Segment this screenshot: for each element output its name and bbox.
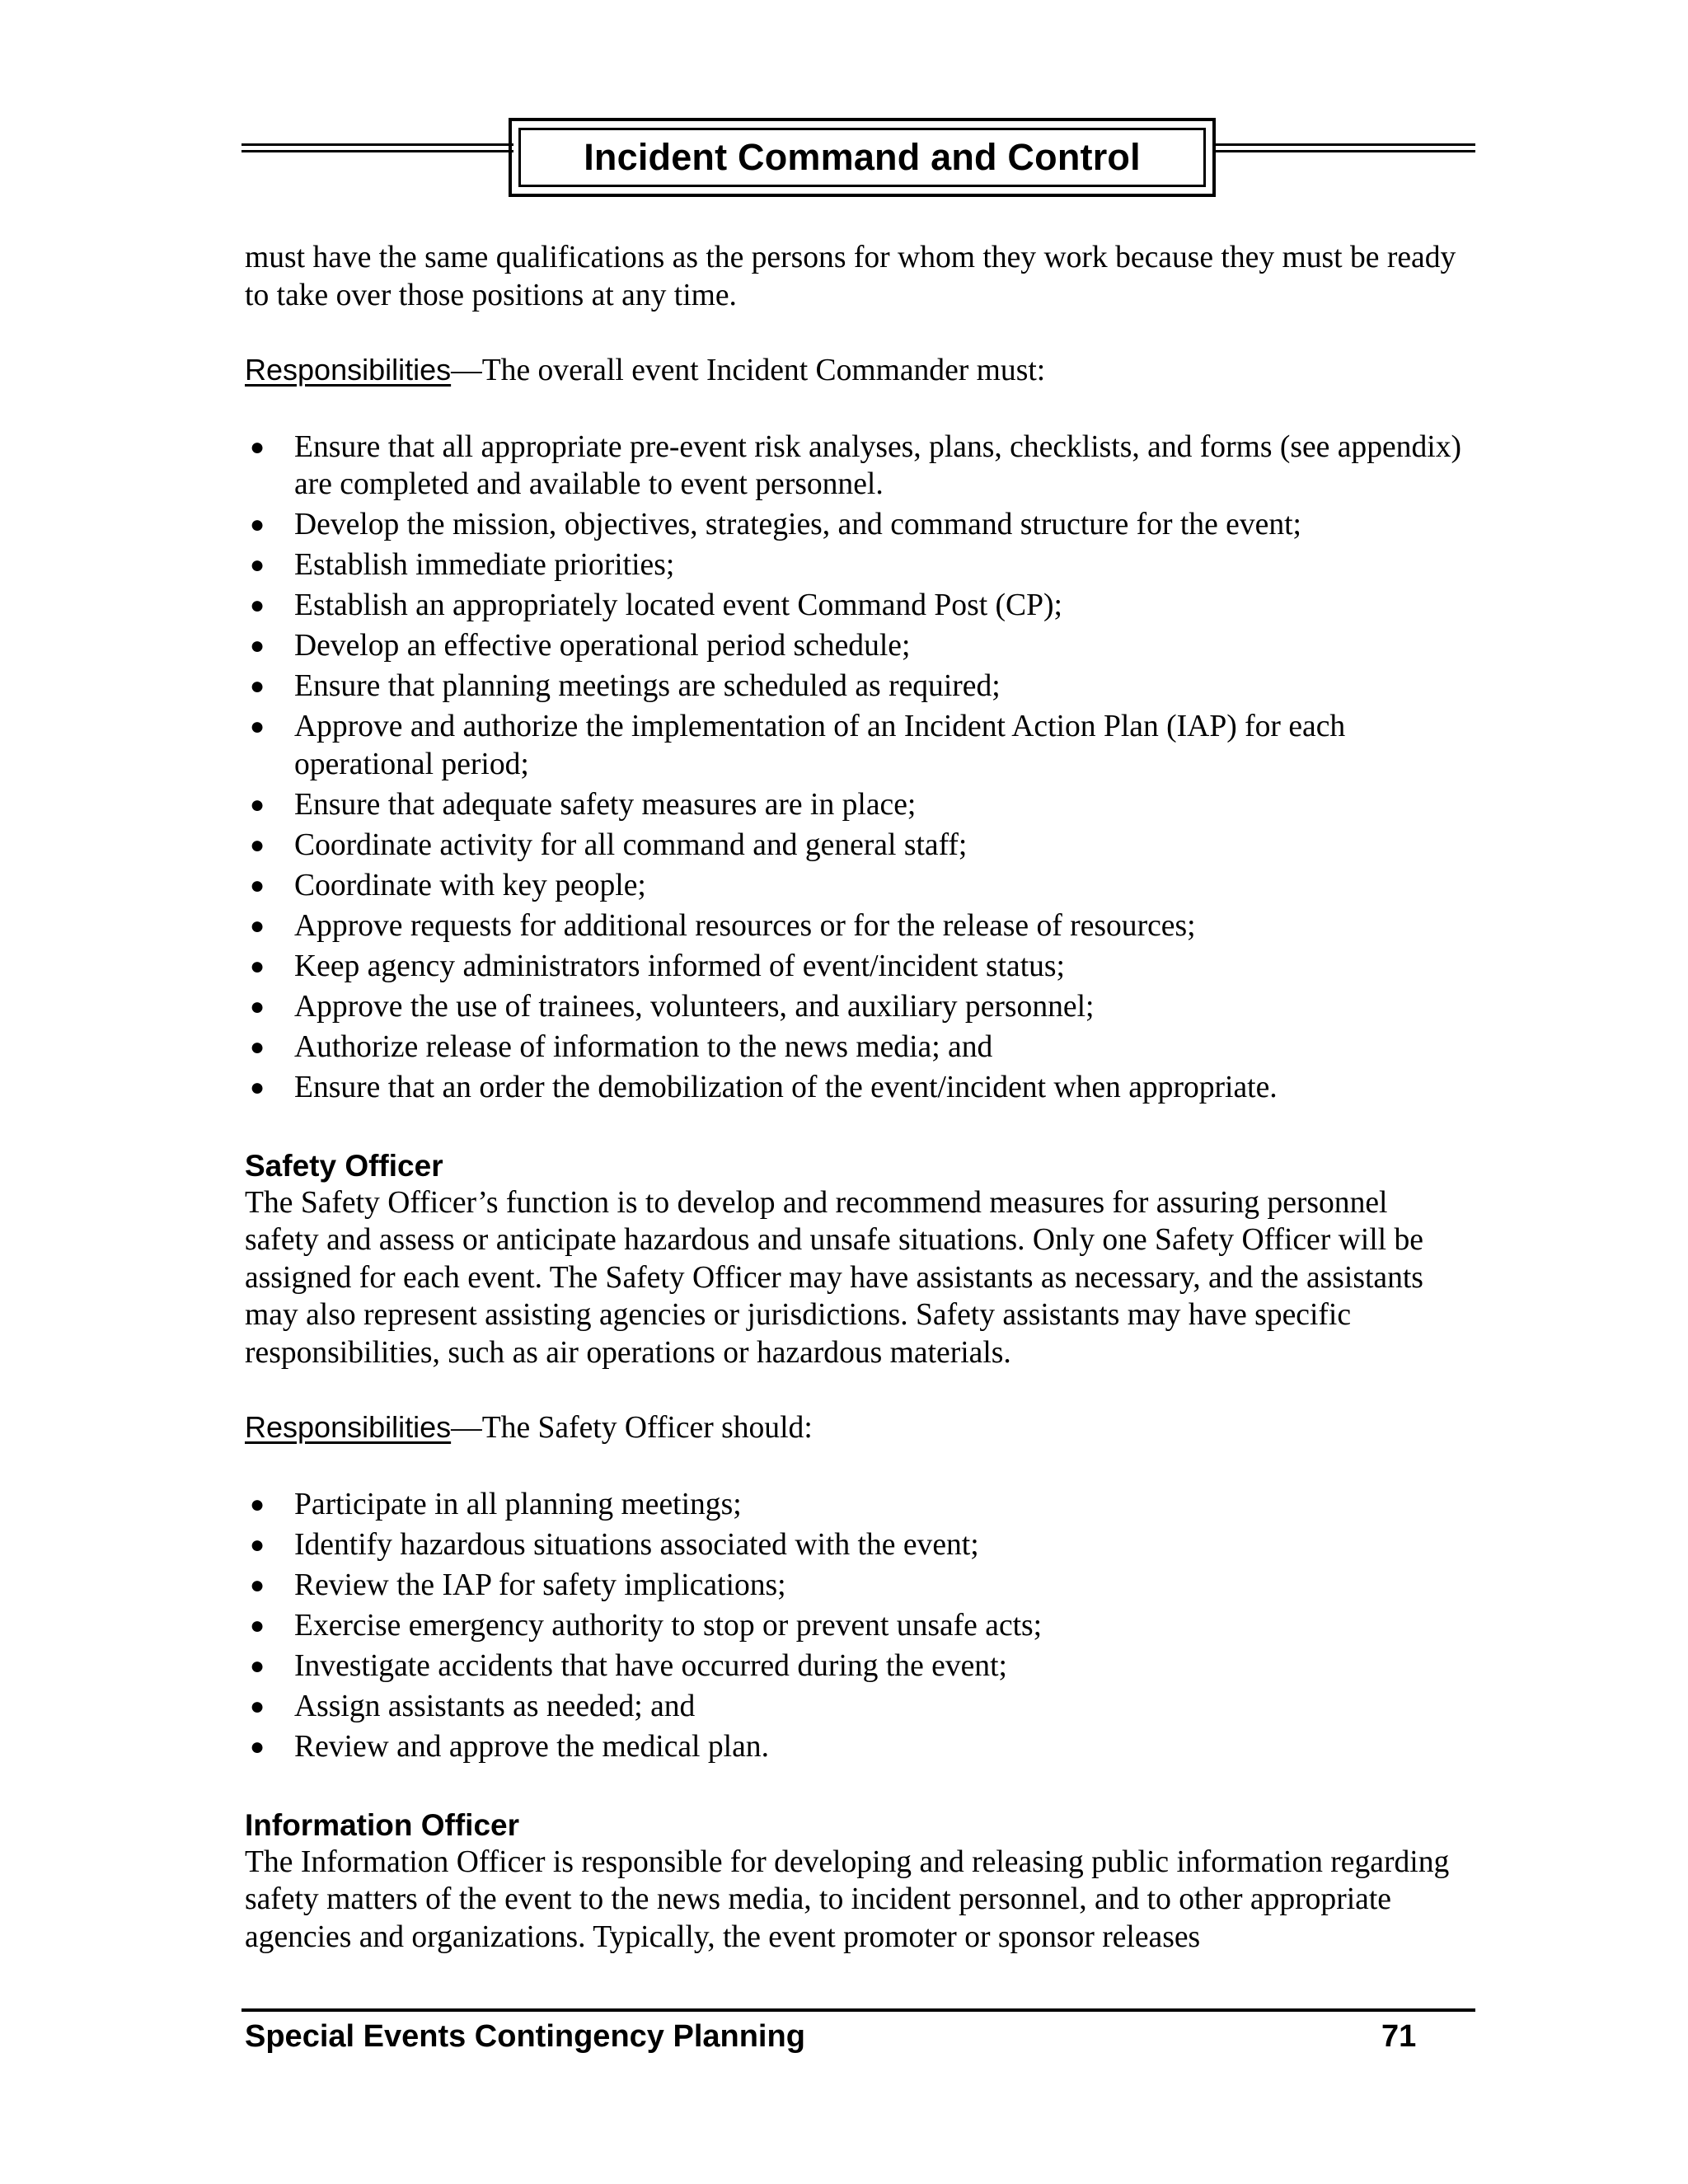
list-item: ● Ensure that planning meetings are scheduled as required; — [245, 668, 1465, 705]
bullet-icon: ● — [250, 1692, 265, 1720]
bullet-icon: ● — [250, 831, 265, 859]
bullet-icon: ● — [250, 871, 265, 899]
safety-responsibilities-label: Responsibilities — [245, 1410, 452, 1444]
header-rule-right — [1216, 143, 1475, 152]
list-item: ● Ensure that an order the demobilization of the event/incident when appropriate. — [245, 1069, 1465, 1107]
list-item: ● Approve and authorize the implementation of an Incident Action Plan (IAP) for each operational period; — [250, 710, 1346, 781]
list-item: ● Coordinate with key people; — [245, 867, 1465, 905]
list-item: ● Review and approve the medical plan. — [245, 1728, 1465, 1766]
list-item: ● Participate in all planning meetings; — [245, 1486, 1465, 1524]
list-item: ● Develop an effective operational period schedule; — [245, 627, 1465, 665]
bullet-icon: ● — [250, 551, 265, 579]
footer-title: Special Events Contingency Planning — [245, 2019, 805, 2054]
list-item: ● Review the IAP for safety implications; — [245, 1567, 1465, 1605]
information-officer-heading: Information Officer — [245, 1807, 520, 1842]
ic-responsibilities-intro — [245, 351, 1465, 390]
bullet-icon: ● — [250, 433, 265, 461]
safety-officer-heading: Safety Officer — [245, 1148, 443, 1183]
bullet-icon: ● — [250, 1571, 265, 1599]
safety-officer-paragraph: The Safety Officer’s function is to develop and recommend measures for assuring personnel safety and assess or anticipate hazardous and unsafe situations. Only one Safety Officer will be assigned for each event. The Safety Officer may have assistants as necessary, and the assistants may also represent assisting agencies or jurisdictions. Safety assistants may have specific responsibilities, such as air operations or hazardous materials. — [245, 1185, 1423, 1370]
chapter-title: Incident Command and Control — [584, 136, 1141, 178]
safety-responsibilities-text: —The Safety Officer should: — [451, 1411, 813, 1445]
bullet-icon: ● — [250, 1073, 265, 1101]
list-item: ● Establish an appropriately located event Command Post (CP); — [245, 587, 1465, 625]
bullet-icon: ● — [250, 952, 265, 980]
bullet-icon: ● — [250, 1033, 265, 1061]
information-officer-paragraph: The Information Officer is responsible for developing and releasing public information regarding safety matters of the event to the news media, to incident personnel, and to other appropriate agencies and organizations. Typically, the event promoter or sponsor releases — [245, 1844, 1450, 1954]
list-item: ● Coordinate activity for all command and general staff; — [245, 827, 1465, 865]
bullet-icon: ● — [250, 632, 265, 659]
list-item: ● Approve the use of trainees, volunteers, and auxiliary personnel; — [245, 988, 1465, 1026]
list-item: ● Keep agency administrators informed of event/incident status; — [245, 948, 1465, 986]
page-number: 71 — [1381, 2019, 1417, 2054]
bullet-icon: ● — [250, 790, 265, 818]
list-item: ● Authorize release of information to the news media; and — [245, 1029, 1465, 1066]
ic-responsibilities-label: Responsibilities — [245, 353, 452, 387]
bullet-icon: ● — [250, 912, 265, 940]
list-item: ● Investigate accidents that have occurred during the event; — [245, 1647, 1465, 1685]
bullet-icon: ● — [250, 713, 265, 740]
bullet-icon: ● — [250, 1652, 265, 1680]
list-item: ● Develop the mission, objectives, strategies, and command structure for the event; — [245, 506, 1465, 544]
list-item: ● Ensure that adequate safety measures are in place; — [245, 786, 1465, 824]
bullet-icon: ● — [250, 592, 265, 619]
bullet-icon: ● — [250, 1611, 265, 1639]
header-rule-left — [241, 143, 513, 152]
list-item: ● Assign assistants as needed; and — [245, 1688, 1465, 1726]
safety-responsibilities-intro — [245, 1408, 1465, 1447]
list-item: ● Identify hazardous situations associated with the event; — [245, 1526, 1465, 1564]
bullet-icon: ● — [250, 673, 265, 700]
ic-responsibilities-text: —The overall event Incident Commander must: — [451, 354, 1046, 387]
bullet-icon: ● — [250, 1732, 265, 1760]
bullet-icon: ● — [250, 1530, 265, 1558]
list-item: ● Exercise emergency authority to stop or prevent unsafe acts; — [245, 1607, 1465, 1645]
bullet-icon: ● — [250, 511, 265, 538]
list-item: ● Ensure that all appropriate pre-event risk analyses, plans, checklists, and forms (see appendix) are completed and available to event personnel. — [250, 429, 1462, 501]
bullet-icon: ● — [250, 1490, 265, 1518]
footer-rule — [241, 2008, 1475, 2012]
header-title-box — [509, 118, 1216, 197]
ic-responsibilities-list — [245, 429, 1465, 1107]
list-item: ● Establish immediate priorities; — [245, 546, 1465, 584]
intro-paragraph: must have the same qualifications as the persons for whom they work because they must be ready to take over those positions at any time. — [245, 241, 1456, 312]
main-content — [245, 239, 1465, 1956]
safety-responsibilities-list — [245, 1486, 1465, 1766]
list-item: ● Approve requests for additional resources or for the release of resources; — [245, 907, 1465, 945]
bullet-icon: ● — [250, 992, 265, 1020]
